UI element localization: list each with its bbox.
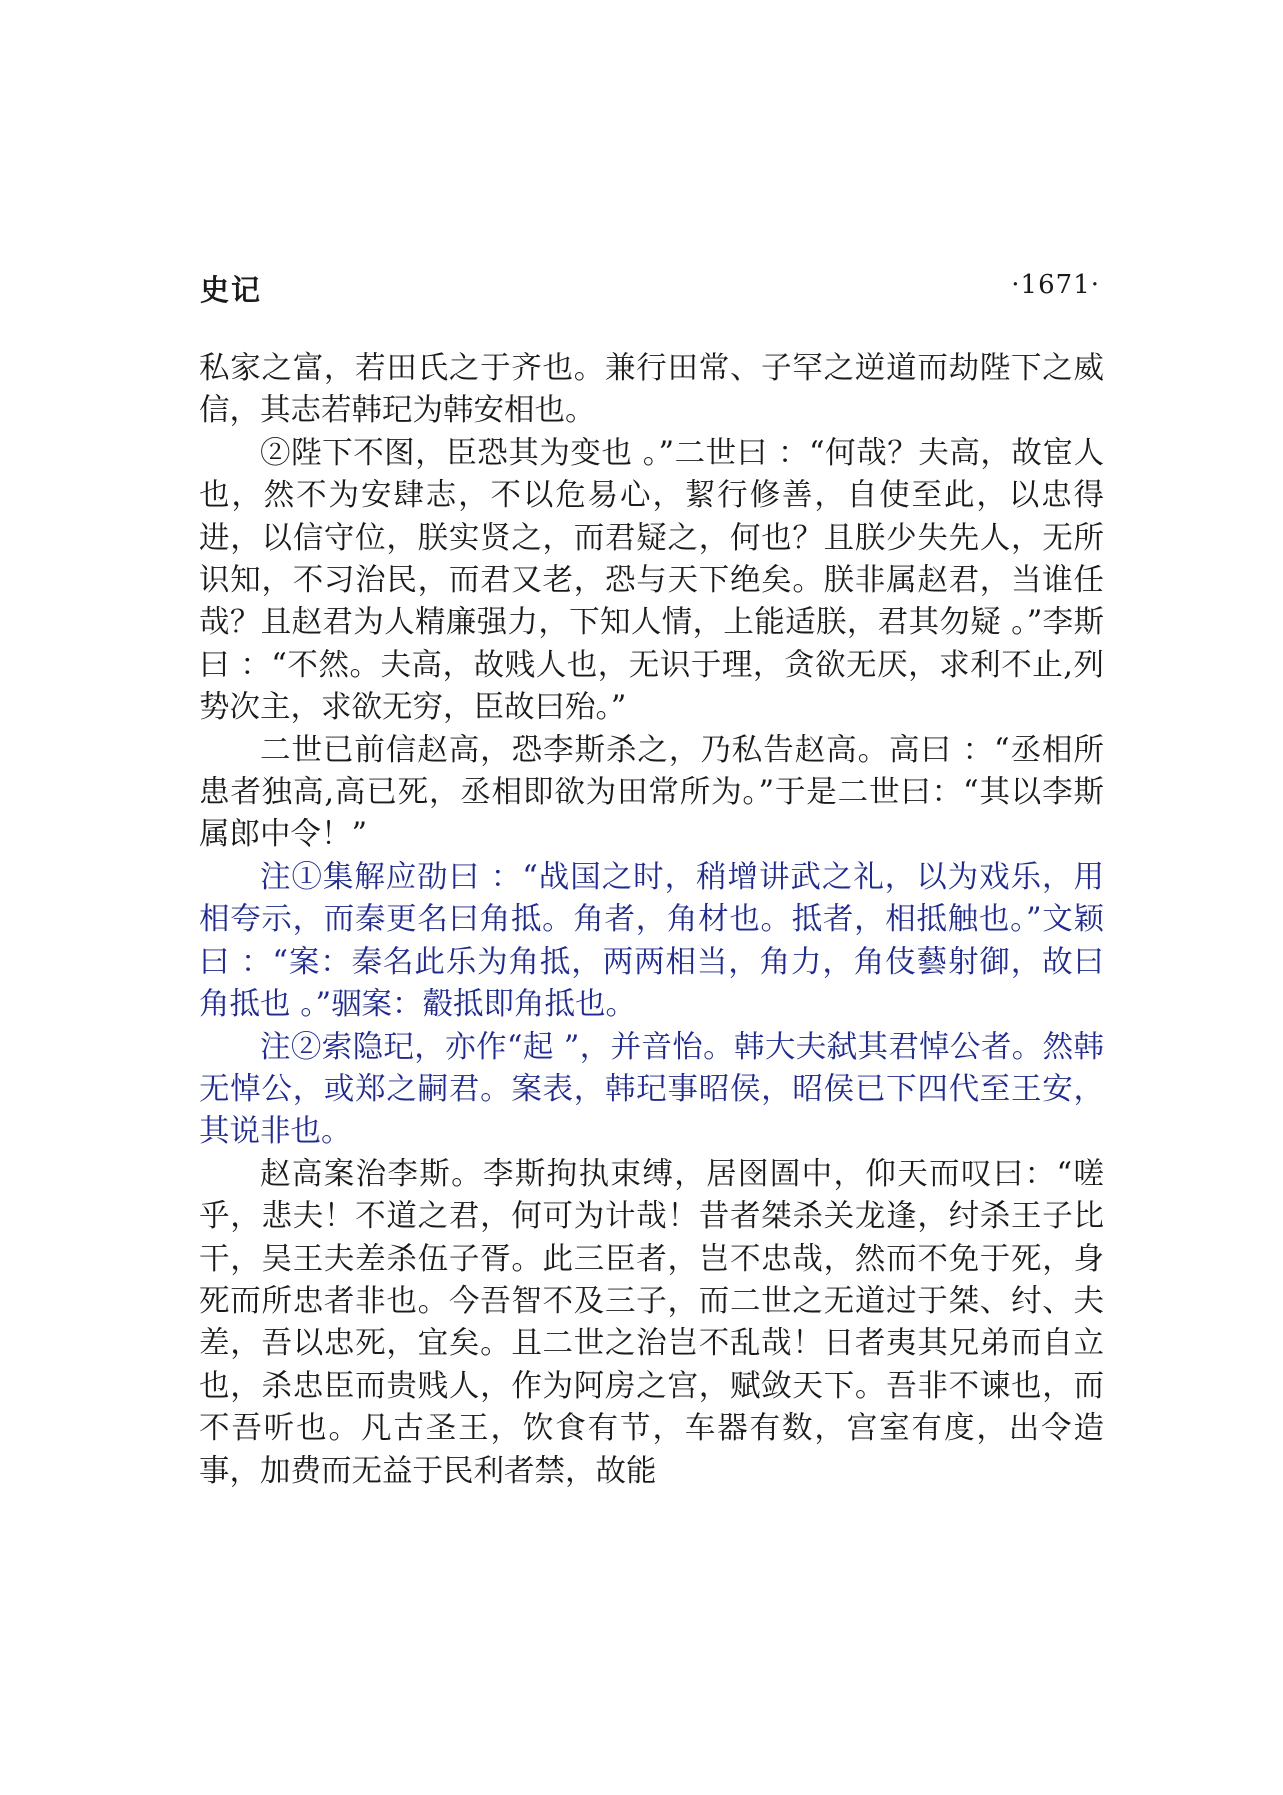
annotation-note-1: 注①集解应劭曰 ：“战国之时，稍增讲武之礼，以为戏乐，用相夸示，而秦更名曰角抵。角者，角材也。抵者，相抵触也。”文颖曰 ：“案：秦名此乐为角抵，两两相当，角力，角伎藝射御，故曰角抵也 。”骃案：觳抵即角抵也。 bbox=[199, 859, 1104, 1023]
annotation-note-2: 注②索隐玘，亦作“起 ”，并音怡。韩大夫弑其君悼公者。然韩无悼公，或郑之嗣君。案表，韩玘事昭侯，昭侯已下四代至王安，其说非也。 bbox=[199, 1029, 1104, 1150]
paragraph-lament: 赵高案治李斯。李斯拘执束缚，居囹圄中，仰天而叹曰：“嗟乎，悲夫！不道之君，何可为计哉！昔者桀杀关龙逢，纣杀王子比干，吴王夫差杀伍子胥。此三臣者，岂不忠哉，然而不免于死，身死而所忠者非也。今吾智不及三子，而二世之无道过于桀、纣、夫差，吾以忠死，宜矣。且二世之治岂不乱哉！日者夷其兄弟而自立也，杀忠臣而贵贱人，作为阿房之宫，赋敛天下。吾非不谏也，而不吾听也。凡古圣王，饮食有节，车器有数，宫室有度，出令造事，加费而无益于民利者禁，故能 bbox=[199, 1156, 1104, 1489]
running-header bbox=[200, 268, 1100, 312]
paragraph-narrative: 二世已前信赵高，恐李斯杀之，乃私告赵高。高曰 ：“丞相所患者独高,高已死，丞相即欲为田常所为。”于是二世曰：“其以李斯属郎中令！” bbox=[199, 732, 1104, 853]
page-number: ·1671· bbox=[1011, 270, 1100, 300]
body-text bbox=[199, 348, 1104, 1493]
book-title: 史记 bbox=[200, 273, 263, 307]
paragraph-continuation: 私家之富，若田氏之于齐也。兼行田常、子罕之逆道而劫陛下之威信，其志若韩玘为韩安相也。 bbox=[199, 351, 1104, 429]
paragraph-dialogue: ②陛下不图，臣恐其为变也 。”二世曰 ：“何哉？夫高，故宦人也，然不为安肆志，不以危易心，絜行修善，自使至此，以忠得进，以信守位，朕实贤之，而君疑之，何也？且朕少失先人，无所识知，不习治民，而君又老，恐与天下绝矣。朕非属赵君，当谁任哉？且赵君为人精廉强力，下知人情，上能适朕，君其勿疑 。”李斯曰 ：“不然。夫高，故贱人也，无识于理，贪欲无厌，求利不止,列势次主，求欲无穷，臣故曰殆。” bbox=[199, 435, 1104, 726]
